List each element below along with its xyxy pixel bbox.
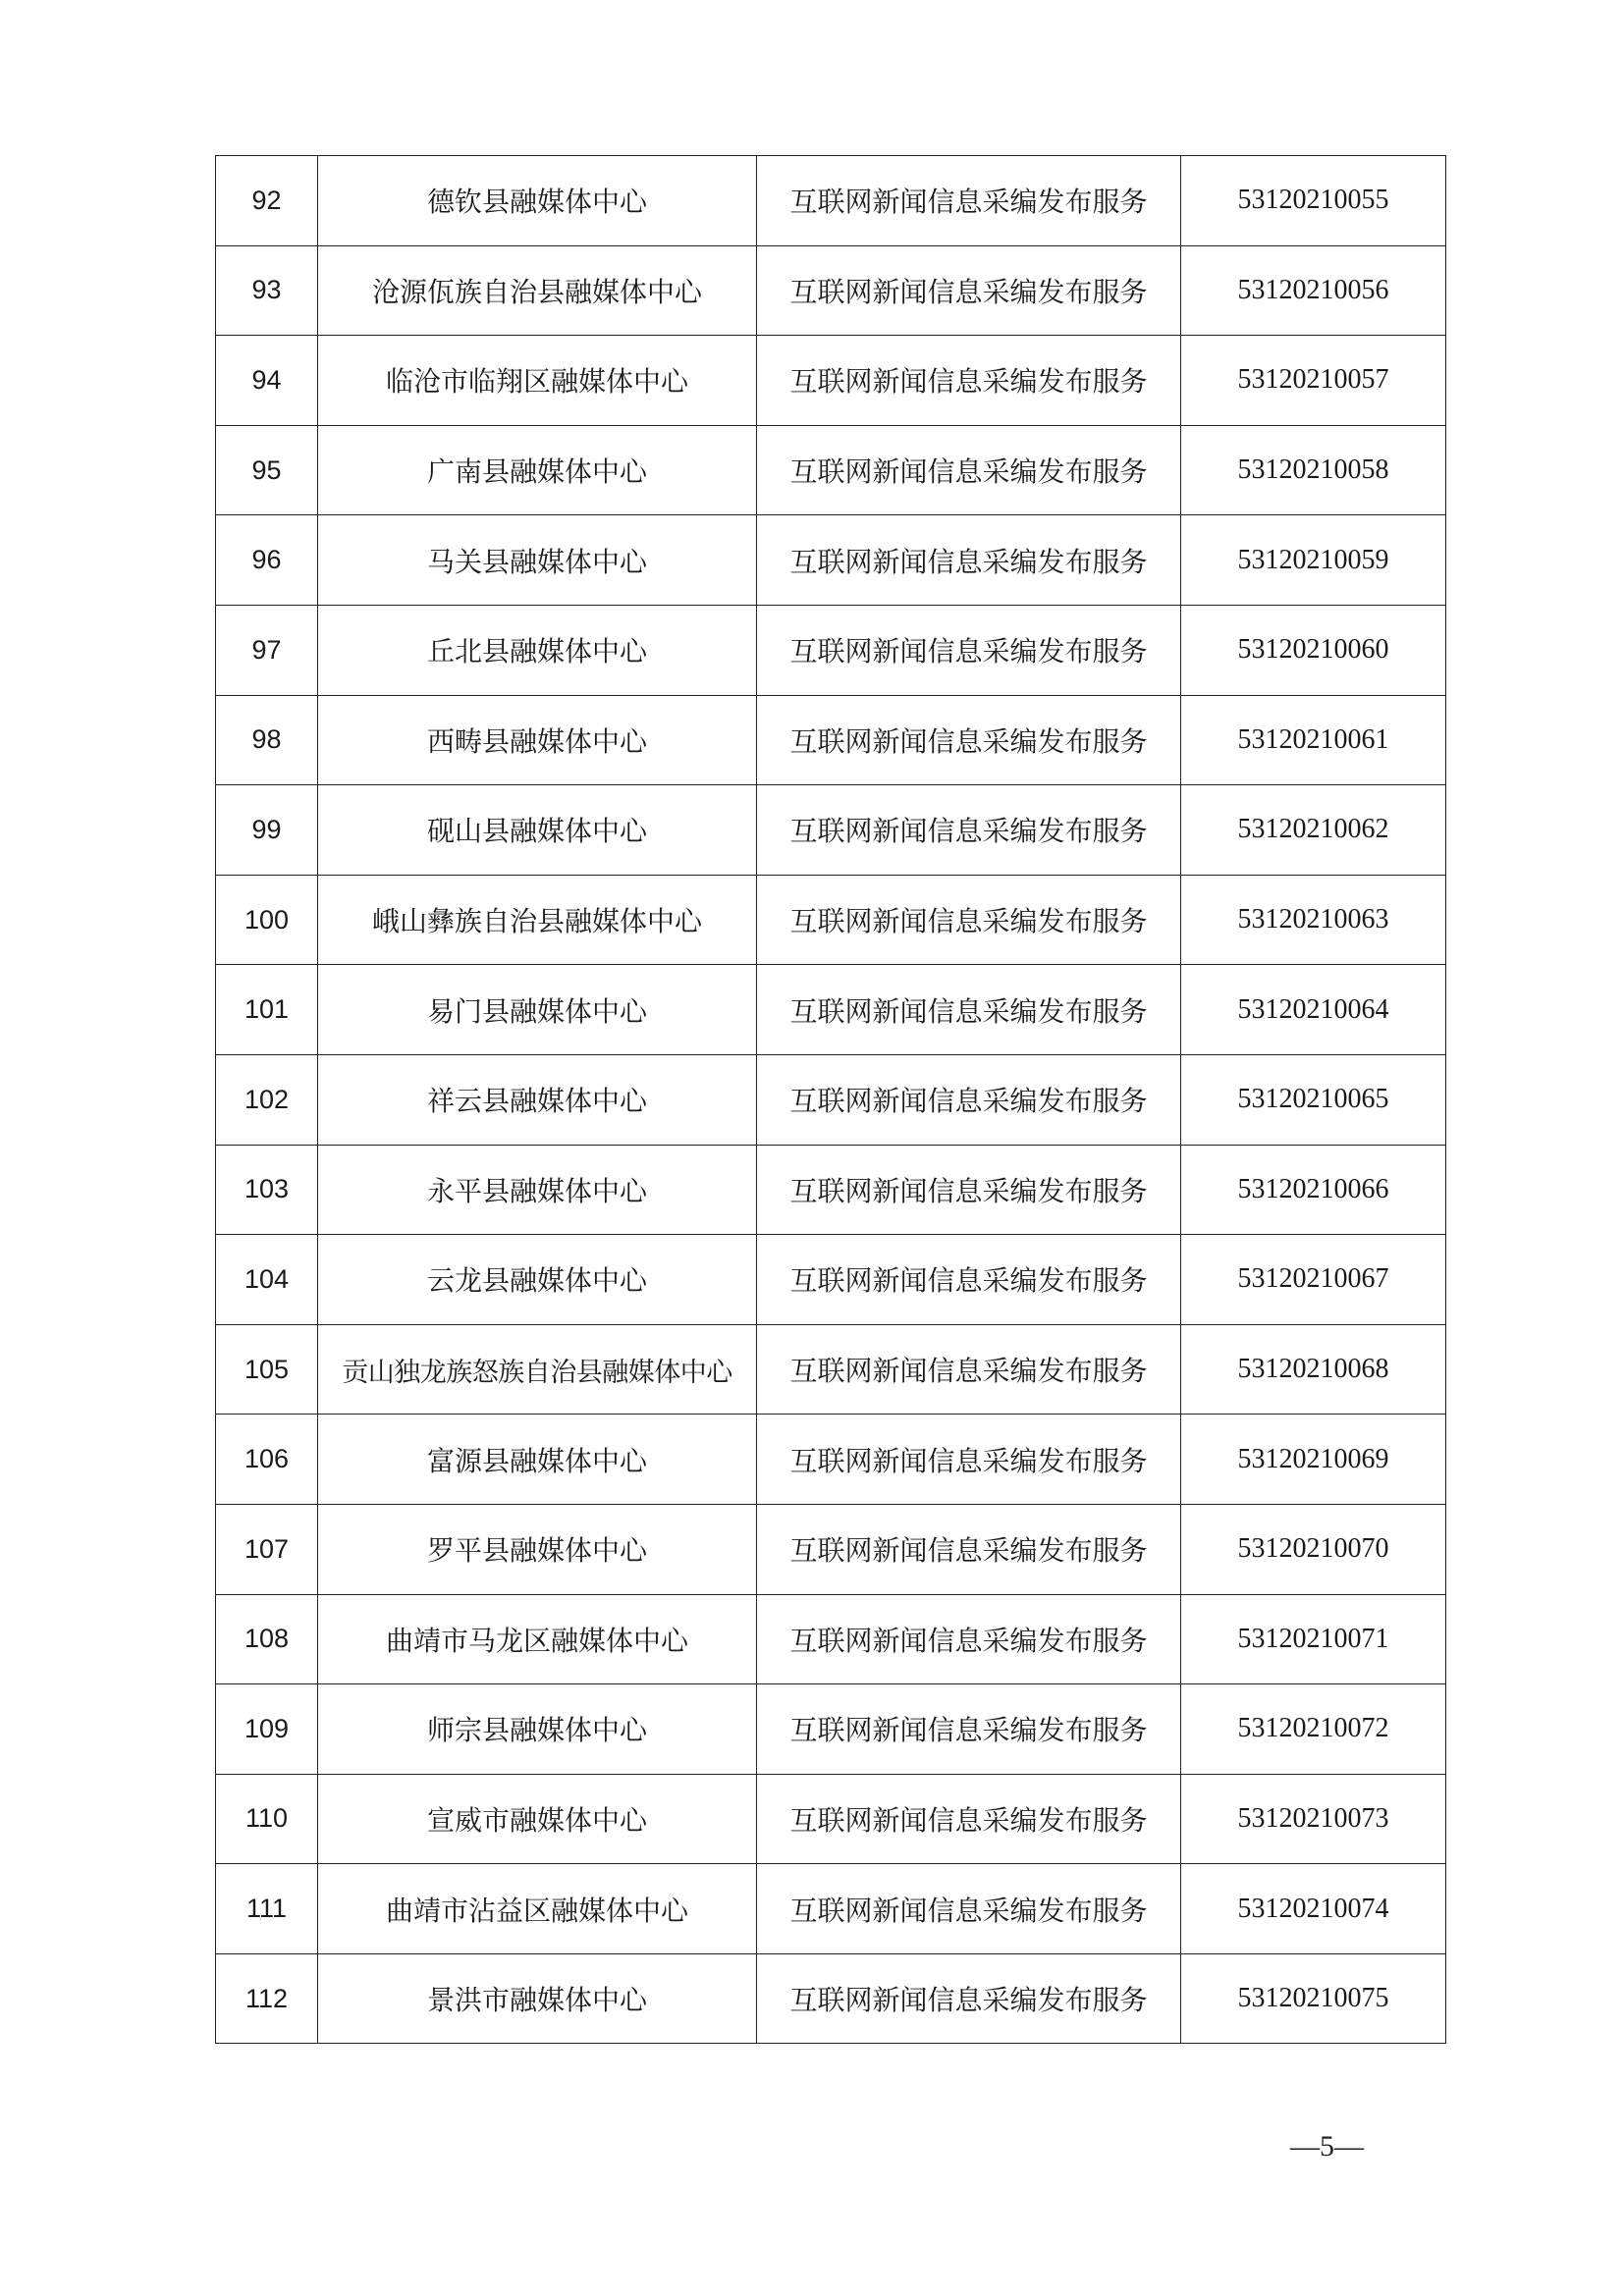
organization-name-cell: 永平县融媒体中心 bbox=[318, 1145, 757, 1235]
table-row bbox=[216, 875, 1446, 965]
service-type-cell: 互联网新闻信息采编发布服务 bbox=[757, 245, 1181, 336]
license-code-cell: 53120210063 bbox=[1181, 875, 1446, 965]
license-code-cell: 53120210069 bbox=[1181, 1415, 1446, 1505]
license-code-cell: 53120210070 bbox=[1181, 1504, 1446, 1594]
license-code-cell: 53120210062 bbox=[1181, 785, 1446, 876]
service-type-cell: 互联网新闻信息采编发布服务 bbox=[757, 515, 1181, 606]
organization-name-cell: 曲靖市沾益区融媒体中心 bbox=[318, 1864, 757, 1954]
organization-name-cell: 祥云县融媒体中心 bbox=[318, 1054, 757, 1145]
license-code-cell: 53120210060 bbox=[1181, 605, 1446, 695]
row-number-cell: 108 bbox=[216, 1594, 318, 1684]
table-row bbox=[216, 1145, 1446, 1235]
service-type-cell: 互联网新闻信息采编发布服务 bbox=[757, 1953, 1181, 2044]
row-number-cell: 105 bbox=[216, 1324, 318, 1415]
organization-name-cell: 西畴县融媒体中心 bbox=[318, 695, 757, 785]
service-type-cell: 互联网新闻信息采编发布服务 bbox=[757, 785, 1181, 876]
table-row bbox=[216, 1684, 1446, 1775]
table-row bbox=[216, 515, 1446, 606]
table-row bbox=[216, 336, 1446, 426]
row-number-cell: 96 bbox=[216, 515, 318, 606]
license-code-cell: 53120210071 bbox=[1181, 1594, 1446, 1684]
table-row bbox=[216, 1774, 1446, 1864]
service-type-cell: 互联网新闻信息采编发布服务 bbox=[757, 1684, 1181, 1775]
row-number-cell: 95 bbox=[216, 425, 318, 515]
table-row bbox=[216, 156, 1446, 246]
service-type-cell: 互联网新闻信息采编发布服务 bbox=[757, 1774, 1181, 1864]
organization-name-cell: 景洪市融媒体中心 bbox=[318, 1953, 757, 2044]
organization-name-cell: 德钦县融媒体中心 bbox=[318, 156, 757, 246]
row-number-cell: 109 bbox=[216, 1684, 318, 1775]
license-code-cell: 53120210068 bbox=[1181, 1324, 1446, 1415]
table-row bbox=[216, 1864, 1446, 1954]
table-row bbox=[216, 1594, 1446, 1684]
organization-name-cell: 师宗县融媒体中心 bbox=[318, 1684, 757, 1775]
row-number-cell: 107 bbox=[216, 1504, 318, 1594]
license-code-cell: 53120210067 bbox=[1181, 1235, 1446, 1325]
license-code-cell: 53120210059 bbox=[1181, 515, 1446, 606]
license-code-cell: 53120210061 bbox=[1181, 695, 1446, 785]
row-number-cell: 102 bbox=[216, 1054, 318, 1145]
license-code-cell: 53120210075 bbox=[1181, 1953, 1446, 2044]
organization-name-cell: 丘北县融媒体中心 bbox=[318, 605, 757, 695]
row-number-cell: 111 bbox=[216, 1864, 318, 1954]
license-code-cell: 53120210073 bbox=[1181, 1774, 1446, 1864]
row-number-cell: 104 bbox=[216, 1235, 318, 1325]
organization-name-cell: 宣威市融媒体中心 bbox=[318, 1774, 757, 1864]
organization-name-cell: 临沧市临翔区融媒体中心 bbox=[318, 336, 757, 426]
table-row bbox=[216, 425, 1446, 515]
row-number-cell: 99 bbox=[216, 785, 318, 876]
organization-name-cell: 峨山彝族自治县融媒体中心 bbox=[318, 875, 757, 965]
service-type-cell: 互联网新闻信息采编发布服务 bbox=[757, 1864, 1181, 1954]
service-type-cell: 互联网新闻信息采编发布服务 bbox=[757, 875, 1181, 965]
service-type-cell: 互联网新闻信息采编发布服务 bbox=[757, 336, 1181, 426]
service-type-cell: 互联网新闻信息采编发布服务 bbox=[757, 1324, 1181, 1415]
organization-name-cell: 罗平县融媒体中心 bbox=[318, 1504, 757, 1594]
table-row bbox=[216, 245, 1446, 336]
row-number-cell: 101 bbox=[216, 965, 318, 1055]
service-type-cell: 互联网新闻信息采编发布服务 bbox=[757, 1504, 1181, 1594]
table-row bbox=[216, 605, 1446, 695]
service-type-cell: 互联网新闻信息采编发布服务 bbox=[757, 965, 1181, 1055]
row-number-cell: 112 bbox=[216, 1953, 318, 2044]
organization-name-cell: 富源县融媒体中心 bbox=[318, 1415, 757, 1505]
organization-name-cell: 贡山独龙族怒族自治县融媒体中心 bbox=[318, 1324, 757, 1415]
service-type-cell: 互联网新闻信息采编发布服务 bbox=[757, 605, 1181, 695]
row-number-cell: 100 bbox=[216, 875, 318, 965]
service-type-cell: 互联网新闻信息采编发布服务 bbox=[757, 1594, 1181, 1684]
license-code-cell: 53120210066 bbox=[1181, 1145, 1446, 1235]
license-code-cell: 53120210065 bbox=[1181, 1054, 1446, 1145]
table-row bbox=[216, 965, 1446, 1055]
license-code-cell: 53120210072 bbox=[1181, 1684, 1446, 1775]
row-number-cell: 94 bbox=[216, 336, 318, 426]
row-number-cell: 106 bbox=[216, 1415, 318, 1505]
organization-name-cell: 马关县融媒体中心 bbox=[318, 515, 757, 606]
page-number: —5— bbox=[1290, 2130, 1364, 2163]
table-row bbox=[216, 1324, 1446, 1415]
license-code-cell: 53120210058 bbox=[1181, 425, 1446, 515]
service-type-cell: 互联网新闻信息采编发布服务 bbox=[757, 1054, 1181, 1145]
service-type-cell: 互联网新闻信息采编发布服务 bbox=[757, 1145, 1181, 1235]
table-row bbox=[216, 1054, 1446, 1145]
table-row bbox=[216, 1415, 1446, 1505]
table-row bbox=[216, 785, 1446, 876]
row-number-cell: 98 bbox=[216, 695, 318, 785]
service-type-cell: 互联网新闻信息采编发布服务 bbox=[757, 1235, 1181, 1325]
organization-name-cell: 易门县融媒体中心 bbox=[318, 965, 757, 1055]
organization-name-cell: 沧源佤族自治县融媒体中心 bbox=[318, 245, 757, 336]
service-type-cell: 互联网新闻信息采编发布服务 bbox=[757, 156, 1181, 246]
registry-table bbox=[215, 155, 1446, 2044]
row-number-cell: 103 bbox=[216, 1145, 318, 1235]
organization-name-cell: 曲靖市马龙区融媒体中心 bbox=[318, 1594, 757, 1684]
table-row bbox=[216, 1235, 1446, 1325]
service-type-cell: 互联网新闻信息采编发布服务 bbox=[757, 1415, 1181, 1505]
registry-table-body bbox=[216, 156, 1446, 2044]
table-row bbox=[216, 695, 1446, 785]
license-code-cell: 53120210056 bbox=[1181, 245, 1446, 336]
license-code-cell: 53120210055 bbox=[1181, 156, 1446, 246]
service-type-cell: 互联网新闻信息采编发布服务 bbox=[757, 695, 1181, 785]
row-number-cell: 110 bbox=[216, 1774, 318, 1864]
row-number-cell: 93 bbox=[216, 245, 318, 336]
organization-name-cell: 云龙县融媒体中心 bbox=[318, 1235, 757, 1325]
row-number-cell: 92 bbox=[216, 156, 318, 246]
table-row bbox=[216, 1953, 1446, 2044]
license-code-cell: 53120210074 bbox=[1181, 1864, 1446, 1954]
table-row bbox=[216, 1504, 1446, 1594]
row-number-cell: 97 bbox=[216, 605, 318, 695]
service-type-cell: 互联网新闻信息采编发布服务 bbox=[757, 425, 1181, 515]
organization-name-cell: 砚山县融媒体中心 bbox=[318, 785, 757, 876]
license-code-cell: 53120210057 bbox=[1181, 336, 1446, 426]
organization-name-cell: 广南县融媒体中心 bbox=[318, 425, 757, 515]
license-code-cell: 53120210064 bbox=[1181, 965, 1446, 1055]
